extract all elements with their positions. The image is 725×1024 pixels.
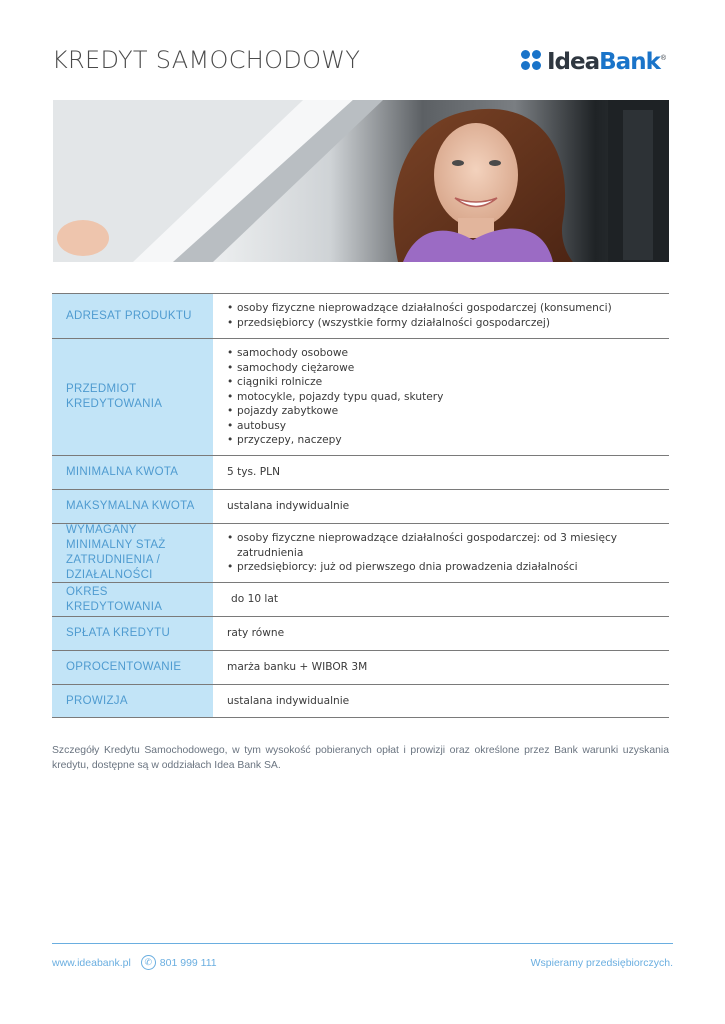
website-link[interactable]: www.ideabank.pl [52, 956, 131, 969]
footer-divider [52, 943, 673, 944]
row-value [213, 294, 669, 338]
table-row [52, 293, 669, 338]
row-label: OPROCENTOWANIE [52, 651, 213, 684]
row-value [213, 339, 669, 455]
logo-text: IdeaBank [547, 49, 660, 75]
list-item: • osoby fizyczne nieprowadzące działalności gospodarczej (konsumenci) [227, 301, 655, 316]
table-row [52, 338, 669, 455]
list-item: • pojazdy zabytkowe [227, 404, 655, 419]
list-item: • autobusy [227, 419, 655, 434]
list-item: • samochody osobowe [227, 346, 655, 361]
phone-number[interactable]: 801 999 111 [159, 956, 217, 969]
table-row [52, 616, 669, 650]
row-value: 5 tys. PLN [227, 466, 280, 479]
phone-icon: ✆ [141, 955, 156, 970]
logo-registered-mark: ® [660, 54, 667, 62]
table-row [52, 684, 669, 718]
row-label: PRZEDMIOT KREDYTOWANIA [52, 339, 213, 455]
photo-woman-in-car-icon [53, 100, 669, 262]
table-row [52, 582, 669, 616]
row-value: raty równe [227, 627, 285, 640]
table-row [52, 650, 669, 684]
row-value: do 10 lat [231, 593, 279, 606]
row-label: OKRES KREDYTOWANIA [52, 583, 213, 616]
row-value: marża banku + WIBOR 3M [227, 661, 368, 674]
table-row [52, 523, 669, 582]
footer-contact [52, 955, 217, 970]
list-item: • ciągniki rolnicze [227, 375, 655, 390]
list-item: • przedsiębiorcy: już od pierwszego dnia prowadzenia działalności [227, 560, 655, 575]
table-row [52, 489, 669, 523]
row-label: ADRESAT PRODUKTU [52, 294, 213, 338]
row-value [213, 524, 669, 582]
row-label: PROWIZJA [52, 685, 213, 717]
row-value: ustalana indywidualnie [227, 500, 350, 513]
logo-dots-icon [521, 50, 543, 74]
row-label: WYMAGANY MINIMALNY STAŻ ZATRUDNIENIA / DZIAŁALNOŚCI [52, 524, 213, 582]
list-item: • samochody ciężarowe [227, 361, 655, 376]
page-title: KREDYT SAMOCHODOWY [52, 46, 361, 74]
product-table [52, 293, 669, 718]
list-item: • motocykle, pojazdy typu quad, skutery [227, 390, 655, 405]
row-label: MINIMALNA KWOTA [52, 456, 213, 489]
disclaimer-note: Szczegóły Kredytu Samochodowego, w tym wysokość pobieranych opłat i prowizji oraz określone przez Bank warunki uzyskania kredytu, dostępne są w oddziałach Idea Bank SA. [52, 745, 669, 771]
idea-bank-logo[interactable] [521, 47, 666, 77]
table-row [52, 455, 669, 489]
footer-slogan: Wspieramy przedsiębiorczych. [530, 957, 673, 969]
list-item: • przyczepy, naczepy [227, 433, 655, 448]
row-value: ustalana indywidualnie [227, 694, 350, 707]
list-item: • przedsiębiorcy (wszystkie formy działalności gospodarczej) [227, 316, 655, 331]
row-label: SPŁATA KREDYTU [52, 617, 213, 650]
hero-photo [53, 100, 669, 262]
list-item: • osoby fizyczne nieprowadzące działalności gospodarczej: od 3 miesięcy zatrudnienia [227, 531, 655, 560]
row-label: MAKSYMALNA KWOTA [52, 490, 213, 523]
